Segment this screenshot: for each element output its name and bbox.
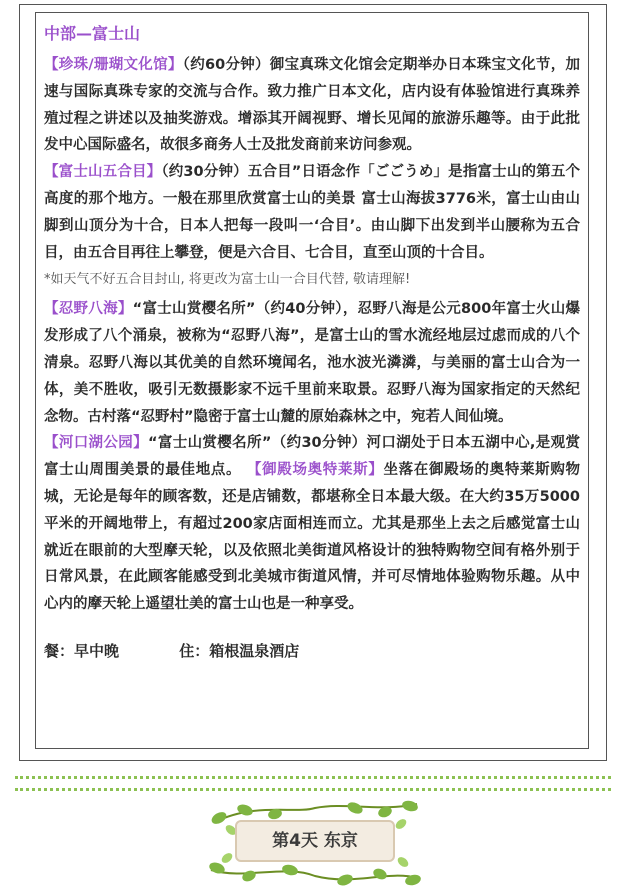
hotel-info: 住：箱根温泉酒店 xyxy=(179,641,300,660)
paragraph-pearl-museum xyxy=(44,52,580,159)
tag-oshino-hakkai: 【忍野八海】 xyxy=(44,301,133,318)
day-label: 第4天 东京 xyxy=(272,831,358,851)
tag-fuji-5th-station: 【富士山五合目】 xyxy=(44,164,162,181)
tag-pearl-museum: 【珍珠/珊瑚文化馆】 xyxy=(44,57,183,73)
section-title: 中部—富士山 xyxy=(44,24,141,43)
paragraph-fuji-5th-station xyxy=(44,159,580,266)
paragraph-oshino-hakkai xyxy=(44,296,580,430)
itinerary-content xyxy=(44,22,580,665)
text-oshino-hakkai: “富士山赏樱名所”（约40分钟），忍野八海是公元800年富士火山爆发形成了八个涌泉，被称为“忍野八海”，是富士山的雪水流经地层过虑而成的八个清泉。忍野八海以其优美的自然环境闻名，池水波光潾潾，与美丽的富士山合为一体，美不胜收，吸引无数摄影家不远千里前来取景。忍野八海为国家指定的天然纪念物。古村落“忍野村”隐密于富士山麓的原始森林之中，宛若人间仙境。 xyxy=(44,301,580,425)
dotted-divider-bottom xyxy=(15,788,611,791)
day-banner xyxy=(205,800,425,886)
weather-note: *如天气不好五合目封山, 将更改为富士山一合目代替, 敬请理解! xyxy=(44,272,411,288)
text-pearl-museum: （约60分钟）御宝真珠文化馆会定期举办日本珠宝文化节，加速与国际真珠专家的交流与合作。致力推广日本文化，店内设有体验馆进行真珠养殖过程之讲述以及抽奖游戏。增添其开阔视野、增长见闻的旅游乐趣等。由于此批发中心国际盛名，故很多商务人士及批发商前来访问参观。 xyxy=(44,57,580,154)
meals-hotel-row xyxy=(44,638,580,665)
meals-info: 餐：早中晚 xyxy=(44,641,120,660)
text-fuji-5th-station: （约30分钟）五合目”日语念作「ごごうめ」是指富士山的第五个高度的那个地方。一般在那里欣赏富士山的美景 富士山海拔3776米，富士山由山脚到山顶分为十合，日本人把每一段叫一‘合目’。由山脚下出发到半山腰称为五合目，由五合目再往上攀登，便是六合目、七合目，直至山顶的十合目。 xyxy=(44,164,580,261)
text-kawaguchiko: “富士山赏樱名所”（约30分钟）河口湖处于日本五湖中心,是观赏富士山周围美景的最佳地点。 xyxy=(44,435,580,479)
dotted-divider-top xyxy=(15,776,611,779)
text-gotemba-outlets: 坐落在御殿场的奥特莱斯购物城，无论是每年的顾客数，还是店铺数，都堪称全日本最大级。在大约35万5000平米的开阔地带上，有超过200家店面相连而立。尤其是那坐上去之后感觉富士山就近在眼前的大型摩天轮，以及依照北美街道风格设计的独特购物空间有格外别于日常风景，在此顾客能感受到北美城市街道风情，并可尽情地体验购物乐趣。从中心内的摩天轮上遥望壮美的富士山也是一种享受。 xyxy=(44,462,581,613)
tag-gotemba-outlets: 【御殿场奥特莱斯】 xyxy=(246,462,384,479)
paragraph-kawaguchiko xyxy=(44,430,580,618)
tag-kawaguchiko: 【河口湖公园】 xyxy=(44,435,148,452)
